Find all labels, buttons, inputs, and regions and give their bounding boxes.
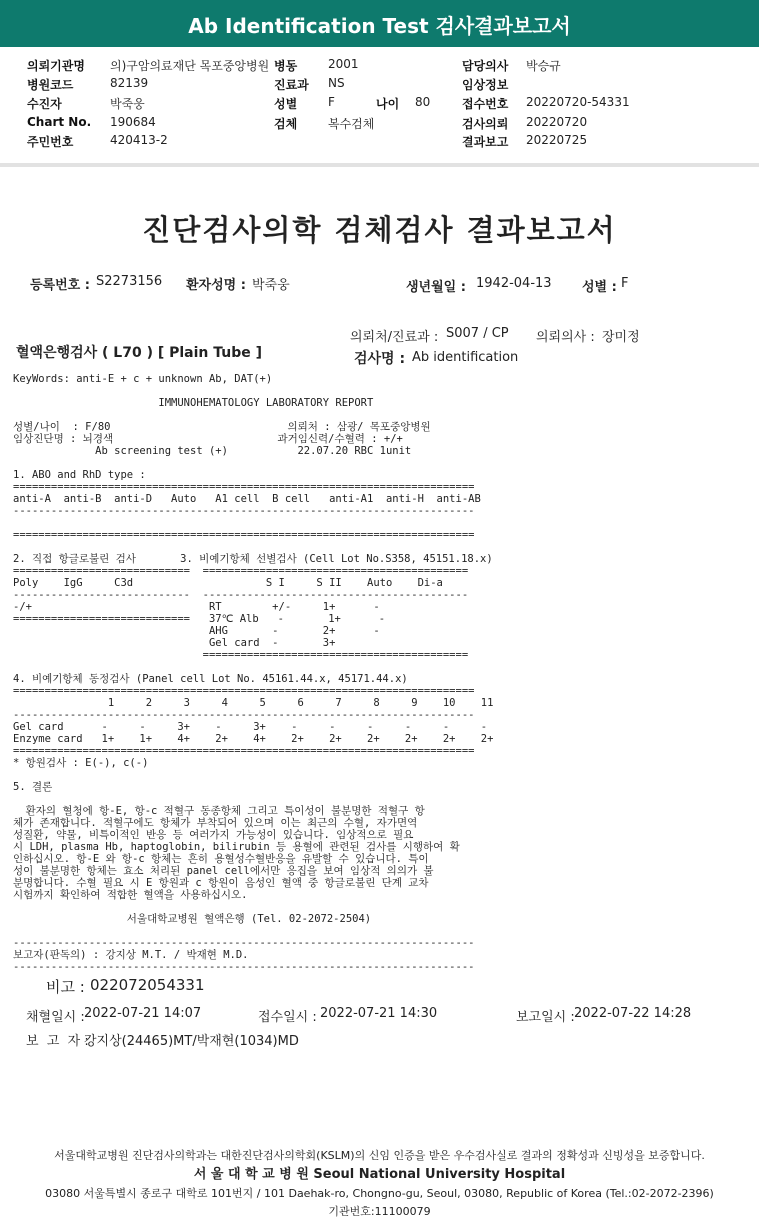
- report-line: ============================ 37℃ Alb - 1+ -: [13, 613, 386, 625]
- report-line: -------------------------------------------------------------------------: [13, 961, 475, 973]
- report-line: 체가 존재합니다. 적혈구에도 항체가 부착되어 있으며 이는 최근의 수혈, 자가면역: [13, 817, 418, 829]
- banner-title: Ab Identification Test 검사결과보고서: [188, 14, 571, 38]
- report-line: AHG - 2+ -: [13, 625, 380, 637]
- report-line: =========================================================================: [13, 745, 475, 757]
- report-line: * 항원검사 : E(-), c(-): [13, 757, 149, 769]
- report-line: ==========================================: [13, 649, 469, 661]
- report-date-label: 보고일시 :: [516, 1010, 575, 1025]
- report-line: 성별/나이 : F/80 의뢰처 : 삼광/ 목포중앙병원: [13, 421, 431, 433]
- report-line: [13, 457, 493, 469]
- reporter-label: 보 고 자 :: [26, 1034, 89, 1049]
- report-line: [13, 385, 493, 397]
- hospital-name-en: Seoul National University Hospital: [313, 1167, 566, 1182]
- report-line: 임상진단명 : 뇌경색 과거임신력/수혈력 : +/+: [13, 433, 403, 445]
- header-value: 20220720-54331: [526, 95, 630, 109]
- report-line: 성질환, 약물, 비특이적인 반응 등 여러가지 가능성이 있습니다. 임상적으로 필요: [13, 829, 414, 841]
- header-value: F: [328, 95, 335, 109]
- hospital-address: 03080 서울특별시 종로구 대학로 101번지 / 101 Daehak-ro, Chongno-gu, Seoul, 03080, Republic of Korea (Tel.:02-2072-2396): [45, 1187, 714, 1200]
- header-value: 190684: [110, 115, 156, 129]
- header-label: 병원코드: [27, 78, 74, 92]
- header-value: 박승규: [526, 59, 561, 73]
- sex-value: F: [621, 276, 629, 291]
- header-label: 검사의뢰: [462, 117, 509, 131]
- header-label: 성별: [274, 97, 298, 111]
- dept-value: S007 / CP: [446, 326, 509, 341]
- header-value: 420413-2: [110, 133, 168, 147]
- reporter-value: 강지상(24465)MT/박재현(1034)MD: [84, 1034, 299, 1049]
- receive-label: 접수일시 :: [258, 1010, 317, 1025]
- report-line: Ab screening test (+) 22.07.20 RBC 1unit: [13, 445, 412, 457]
- collect-label: 채혈일시 :: [26, 1010, 85, 1025]
- report-line: =========================================================================: [13, 481, 475, 493]
- report-line: 성이 불분명한 항체는 효소 처리된 panel cell에서만 응집을 보여 임상적 의의가 불: [13, 865, 434, 877]
- header-label: 결과보고: [462, 135, 509, 149]
- header-value: 20220725: [526, 133, 588, 147]
- header-value: 20220720: [526, 115, 588, 129]
- report-line: [13, 661, 493, 673]
- report-line: [13, 541, 493, 553]
- patient-name-label: 환자성명 :: [186, 278, 246, 293]
- header-value: 박죽웅: [110, 97, 145, 111]
- header-label: 담당의사: [462, 59, 509, 73]
- header-value: 복수검체: [328, 117, 375, 131]
- report-line: 5. 결론: [13, 781, 53, 793]
- report-line: 4. 비예기항체 동정검사 (Panel cell Lot No. 45161.44.x, 45171.44.x): [13, 673, 408, 685]
- report-line: 1. ABO and RhD type :: [13, 469, 146, 481]
- doctor-label: 의뢰의사 :: [536, 330, 595, 345]
- report-line: -------------------------------------------------------------------------: [13, 937, 475, 949]
- report-date-value: 2022-07-22 14:28: [574, 1006, 692, 1021]
- test-name-value: Ab identification: [412, 350, 519, 365]
- receive-value: 2022-07-21 14:30: [320, 1006, 438, 1021]
- dob-value: 1942-04-13: [476, 276, 552, 291]
- test-section-title: 혈액은행검사 ( L70 ) [ Plain Tube ]: [16, 345, 263, 361]
- report-line: [13, 769, 493, 781]
- report-line: Enzyme card 1+ 1+ 4+ 2+ 4+ 2+ 2+ 2+ 2+ 2+ 2+: [13, 733, 494, 745]
- header-label: 진료과: [274, 78, 309, 92]
- header-value: 80: [415, 95, 431, 109]
- header-label: 의뢰기관명: [27, 59, 85, 73]
- header-value: 의)구암의료재단 목포중앙병원: [110, 59, 270, 73]
- header-value: 2001: [328, 57, 359, 71]
- report-line: -------------------------------------------------------------------------: [13, 709, 475, 721]
- header-label: 접수번호: [462, 97, 509, 111]
- header-value: 82139: [110, 76, 149, 90]
- report-line: Gel card - - 3+ - 3+ - - - - - -: [13, 721, 488, 733]
- report-body-text: [13, 373, 493, 973]
- header-label: 나이: [376, 97, 400, 111]
- hospital-name: [0, 1163, 759, 1182]
- report-line: KeyWords: anti-E + c + unknown Ab, DAT(+): [13, 373, 273, 385]
- report-line: IMMUNOHEMATOLOGY LABORATORY REPORT: [13, 397, 374, 409]
- hospital-name-ko: 서 울 대 학 교 병 원: [193, 1167, 309, 1182]
- report-line: 1 2 3 4 5 6 7 8 9 10 11: [13, 697, 494, 709]
- report-line: 서울대학교병원 혈액은행 (Tel. 02-2072-2504): [13, 913, 372, 925]
- report-line: -------------------------------------------------------------------------: [13, 505, 475, 517]
- report-line: 시험까지 확인하여 적합한 혈액을 사용하십시오.: [13, 889, 248, 901]
- dept-label: 의뢰처/진료과 :: [350, 330, 439, 345]
- report-line: Poly IgG C3d S I S II Auto Di-a: [13, 577, 443, 589]
- report-line: [13, 517, 493, 529]
- certification-text: 서울대학교병원 진단검사의학과는 대한진단검사의학회(KSLM)의 신임 인증을 받은 우수검사실로 결과의 정확성과 신빙성을 보증합니다.: [54, 1149, 705, 1162]
- header-label: 수진자: [27, 97, 62, 111]
- report-line: [13, 925, 493, 937]
- dob-label: 생년월일 :: [406, 280, 466, 295]
- test-name-label: 검사명 :: [354, 351, 406, 367]
- patient-name-value: 박죽웅: [252, 278, 290, 293]
- report-line: [13, 793, 493, 805]
- header-label: 주민번호: [27, 135, 74, 149]
- report-line: 시 LDH, plasma Hb, haptoglobin, bilirubin 등 용혈에 관련된 검사를 시행하여 확: [13, 841, 460, 853]
- section-divider: [0, 163, 759, 167]
- report-line: ============================ ==========================================: [13, 565, 469, 577]
- report-line: =========================================================================: [13, 685, 475, 697]
- report-line: -/+ RT +/- 1+ -: [13, 601, 380, 613]
- header-value: NS: [328, 76, 345, 90]
- report-title: 진단검사의학 검체검사 결과보고서: [142, 213, 617, 247]
- report-line: 인하십시오. 항-E 와 항-c 항체는 흔히 용혈성수혈반응을 유발할 수 있습니다. 특이: [13, 853, 429, 865]
- report-line: 분명합니다. 수혈 필요 시 E 항원과 c 항원이 음성인 혈액 중 항글로불린 단계 교차: [13, 877, 429, 889]
- reg-no-value: S2273156: [96, 274, 163, 289]
- collect-value: 2022-07-21 14:07: [84, 1006, 202, 1021]
- report-line: [13, 409, 493, 421]
- header-label: Chart No.: [27, 115, 92, 129]
- report-line: ---------------------------- ------------------------------------------: [13, 589, 469, 601]
- report-line: anti-A anti-B anti-D Auto A1 cell B cell anti-A1 anti-H anti-AB: [13, 493, 481, 505]
- report-line: =========================================================================: [13, 529, 475, 541]
- report-line: 2. 직접 항글로불린 검사 3. 비예기항체 선별검사 (Cell Lot No.S358, 45151.18.x): [13, 553, 493, 565]
- header-label: 병동: [274, 59, 298, 73]
- report-line: [13, 901, 493, 913]
- org-number: 기관번호:11100079: [328, 1205, 431, 1218]
- report-line: 보고자(판독의) : 강지상 M.T. / 박재현 M.D.: [13, 949, 249, 961]
- sex-label: 성별 :: [582, 280, 617, 295]
- doctor-value: 장미정: [602, 330, 640, 345]
- reg-no-label: 등록번호 :: [30, 278, 90, 293]
- note-value: 022072054331: [90, 976, 205, 994]
- report-line: 환자의 혈청에 항-E, 항-c 적혈구 동종항체 그리고 특이성이 불분명한 적혈구 항: [13, 805, 425, 817]
- header-label: 검체: [274, 117, 298, 131]
- note-label: 비고 :: [46, 978, 85, 996]
- header-label: 임상정보: [462, 78, 509, 92]
- report-line: Gel card - 3+: [13, 637, 336, 649]
